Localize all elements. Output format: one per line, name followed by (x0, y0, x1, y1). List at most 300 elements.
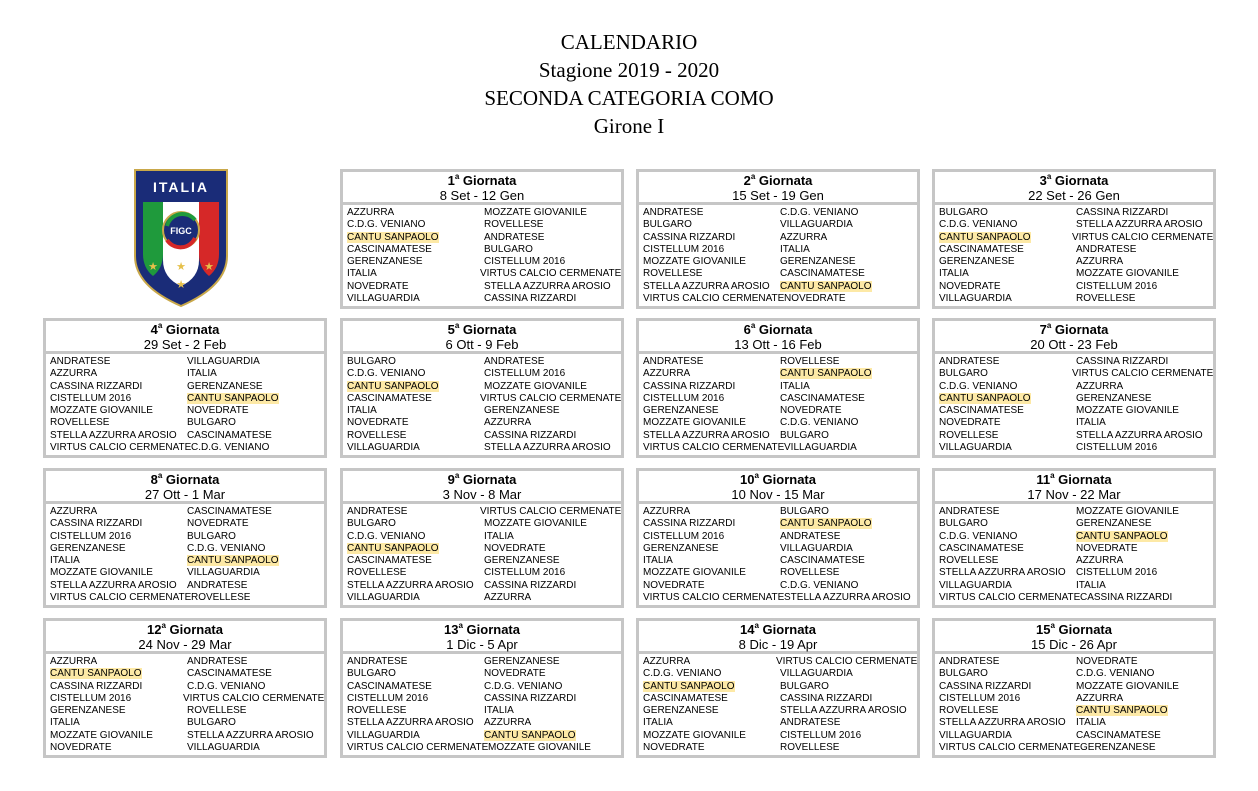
home-team: VILLAGUARDIA (347, 592, 420, 604)
away-team: GERENZANESE (1076, 392, 1152, 404)
away-team: C.D.G. VENIANO (1076, 668, 1155, 680)
title-calendario: CALENDARIO (560, 30, 698, 54)
match-row (643, 555, 917, 567)
match-row (939, 268, 1213, 280)
giornata-title (343, 472, 621, 487)
away-team: STELLA AZZURRA AROSIO (780, 705, 907, 717)
match-row (939, 742, 1213, 754)
away-team: MOZZATE GIOVANILE (488, 742, 591, 754)
away-team: ANDRATESE (484, 356, 545, 367)
away-team: STELLA AZZURRA AROSIO (484, 442, 611, 454)
giornata-card (932, 318, 1216, 458)
match-row (347, 705, 621, 717)
home-team: CASCINAMATESE (347, 680, 432, 692)
star-icon: ★ (148, 261, 158, 273)
away-team: ITALIA (780, 380, 810, 392)
giornata-dates: 15 Dic - 26 Apr (1031, 637, 1117, 652)
giornata-label: Giornata (165, 472, 220, 487)
away-team: CASSINA RIZZARDI (1076, 207, 1169, 218)
match-row (643, 207, 917, 219)
home-team: ANDRATESE (347, 656, 408, 667)
home-team: STELLA AZZURRA AROSIO (50, 429, 177, 441)
away-team: STELLA AZZURRA AROSIO (1076, 219, 1203, 231)
match-row (643, 567, 917, 579)
home-team: CISTELLUM 2016 (50, 392, 132, 404)
home-team: CANTU SANPAOLO (50, 668, 142, 680)
home-team: NOVEDRATE (939, 280, 1001, 292)
giornata-card (636, 169, 920, 309)
giornata-ordinal: a (1050, 471, 1055, 480)
home-team: CANTU SANPAOLO (347, 231, 439, 243)
away-team: VIRTUS CALCIO CERMENATE (776, 656, 918, 667)
match-row (347, 592, 621, 604)
giornata-card (340, 618, 624, 758)
home-team: ITALIA (347, 268, 377, 280)
away-team: ROVELLESE (780, 356, 840, 367)
home-team: CASSINA RIZZARDI (643, 518, 736, 530)
away-team: VILLAGUARDIA (187, 742, 260, 754)
match-row (347, 393, 621, 405)
match-row (643, 506, 917, 518)
match-row (347, 555, 621, 567)
home-team: AZZURRA (50, 656, 98, 667)
match-row (50, 656, 324, 668)
match-row (643, 405, 917, 417)
away-team: C.D.G. VENIANO (780, 417, 859, 429)
away-team: CASSINA RIZZARDI (484, 293, 577, 305)
away-team: CANTU SANPAOLO (780, 368, 872, 380)
giornata-header (46, 621, 324, 654)
match-row (939, 368, 1213, 380)
home-team: VIRTUS CALCIO CERMENATE (939, 592, 1081, 604)
home-team: VILLAGUARDIA (939, 442, 1012, 454)
home-team: BULGARO (939, 668, 988, 680)
away-team: GERENZANESE (1080, 742, 1156, 754)
away-team: VILLAGUARDIA (187, 567, 260, 579)
match-row (643, 281, 917, 293)
giornata-card (636, 318, 920, 458)
away-team: BULGARO (780, 680, 829, 692)
giornata-ordinal: a (1046, 172, 1052, 181)
match-row (50, 730, 324, 742)
home-team: NOVEDRATE (347, 417, 409, 429)
away-team: NOVEDRATE (484, 542, 546, 554)
match-row (347, 668, 621, 680)
match-list (935, 504, 1213, 604)
giornata-card (932, 169, 1216, 309)
match-row (347, 506, 621, 518)
home-team: CASCINAMATESE (347, 243, 432, 255)
giornata-header (46, 321, 324, 354)
match-row (939, 232, 1213, 244)
match-row (50, 393, 324, 405)
match-row (643, 293, 917, 305)
match-row (939, 405, 1213, 417)
home-team: CASCINAMATESE (939, 243, 1024, 255)
match-row (347, 518, 621, 530)
giornata-title (639, 173, 917, 188)
match-row (347, 219, 621, 231)
match-row (50, 580, 324, 592)
away-team: CISTELLUM 2016 (1076, 567, 1158, 579)
home-team: C.D.G. VENIANO (939, 530, 1018, 542)
home-team: GERENZANESE (939, 256, 1015, 268)
match-row (50, 668, 324, 680)
giornata-dates: 15 Set - 19 Gen (732, 188, 824, 203)
giornata-header (343, 172, 621, 205)
away-team: ANDRATESE (780, 717, 841, 729)
match-row (643, 232, 917, 244)
match-row (643, 356, 917, 368)
match-row (939, 381, 1213, 393)
away-team: ROVELLESE (191, 592, 251, 604)
home-team: MOZZATE GIOVANILE (643, 567, 746, 579)
match-row (643, 656, 917, 668)
home-team: C.D.G. VENIANO (939, 219, 1018, 231)
away-team: MOZZATE GIOVANILE (1076, 680, 1179, 692)
away-team: GERENZANESE (780, 256, 856, 268)
giornata-card (636, 468, 920, 608)
giornata-label: Giornata (462, 472, 517, 487)
giornata-card (932, 618, 1216, 758)
match-row (939, 417, 1213, 429)
giornata-dates: 6 Ott - 9 Feb (445, 337, 519, 352)
match-row (939, 592, 1213, 604)
away-team: BULGARO (187, 417, 236, 429)
home-team: ROVELLESE (643, 268, 703, 280)
away-team: VIRTUS CALCIO CERMENATE (480, 268, 622, 280)
away-team: ROVELLESE (780, 567, 840, 579)
home-team: BULGARO (347, 356, 396, 367)
home-team: VILLAGUARDIA (939, 293, 1012, 305)
giornata-card (43, 468, 327, 608)
giornata-label: Giornata (462, 173, 517, 188)
home-team: NOVEDRATE (347, 280, 409, 292)
match-row (347, 531, 621, 543)
match-list (46, 654, 324, 754)
home-team: MOZZATE GIOVANILE (50, 567, 153, 579)
away-team: NOVEDRATE (780, 405, 842, 417)
home-team: CISTELLUM 2016 (50, 530, 132, 542)
giornata-number: 13 (443, 622, 459, 637)
match-row (643, 430, 917, 442)
figc-shield-logo (133, 168, 229, 308)
away-team: VILLAGUARDIA (780, 219, 853, 231)
home-team: CASSINA RIZZARDI (50, 380, 143, 392)
giornata-number: 4 (150, 322, 158, 337)
giornata-ordinal: a (750, 321, 756, 330)
away-team: CANTU SANPAOLO (780, 518, 872, 530)
match-row (347, 580, 621, 592)
away-team: NOVEDRATE (1076, 656, 1138, 667)
away-team: VIRTUS CALCIO CERMENATE (183, 692, 325, 704)
away-team: CASSINA RIZZARDI (484, 579, 577, 591)
home-team: GERENZANESE (50, 542, 126, 554)
match-row (50, 681, 324, 693)
away-team: CASCINAMATESE (187, 429, 272, 441)
away-team: ITALIA (484, 705, 514, 717)
match-row (50, 742, 324, 754)
match-row (939, 506, 1213, 518)
match-row (939, 393, 1213, 405)
match-row (939, 518, 1213, 530)
home-team: CASCINAMATESE (939, 405, 1024, 417)
giornata-number: 9 (447, 472, 455, 487)
giornata-dates: 3 Nov - 8 Mar (442, 487, 522, 502)
match-row (347, 442, 621, 454)
match-row (50, 531, 324, 543)
away-team: AZZURRA (1076, 692, 1124, 704)
star-icon: ★ (204, 261, 214, 273)
home-team: ITALIA (50, 717, 80, 729)
match-row (50, 442, 324, 454)
home-team: VILLAGUARDIA (939, 729, 1012, 741)
home-team: BULGARO (939, 368, 988, 380)
giornata-ordinal: a (454, 471, 460, 480)
away-team: CASSINA RIZZARDI (780, 692, 873, 704)
match-row (643, 393, 917, 405)
away-team: ANDRATESE (187, 579, 248, 591)
giornata-title (343, 173, 621, 188)
home-team: MOZZATE GIOVANILE (50, 729, 153, 741)
match-row (939, 281, 1213, 293)
away-team: CASCINAMATESE (187, 668, 272, 680)
match-row (643, 442, 917, 454)
giornata-number: 8 (150, 472, 158, 487)
away-team: MOZZATE GIOVANILE (484, 380, 587, 392)
giornata-card (340, 318, 624, 458)
away-team: C.D.G. VENIANO (187, 542, 266, 554)
away-team: BULGARO (484, 243, 533, 255)
match-row (643, 268, 917, 280)
away-team: VIRTUS CALCIO CERMENATE (1072, 368, 1214, 380)
away-team: VILLAGUARDIA (780, 542, 853, 554)
away-team: CANTU SANPAOLO (187, 392, 279, 404)
away-team: BULGARO (187, 717, 236, 729)
match-row (643, 668, 917, 680)
match-row (643, 219, 917, 231)
giornata-ordinal: a (754, 471, 759, 480)
away-team: AZZURRA (484, 717, 532, 729)
home-team: ANDRATESE (939, 656, 1000, 667)
match-list (343, 205, 621, 305)
away-team: C.D.G. VENIANO (484, 680, 563, 692)
home-team: NOVEDRATE (50, 742, 112, 754)
away-team: CASSINA RIZZARDI (1080, 592, 1173, 604)
home-team: STELLA AZZURRA AROSIO (347, 717, 474, 729)
giornata-title (935, 472, 1213, 487)
giornata-title (46, 472, 324, 487)
home-team: CASSINA RIZZARDI (50, 680, 143, 692)
match-row (939, 531, 1213, 543)
home-team: MOZZATE GIOVANILE (643, 417, 746, 429)
away-team: AZZURRA (1076, 380, 1124, 392)
giornata-title (935, 173, 1213, 188)
away-team: ITALIA (484, 530, 514, 542)
away-team: ITALIA (1076, 417, 1106, 429)
away-team: MOZZATE GIOVANILE (1076, 268, 1179, 280)
giornata-dates: 8 Set - 12 Gen (439, 188, 525, 203)
home-team: ROVELLESE (50, 417, 110, 429)
home-team: ITALIA (939, 268, 969, 280)
away-team: ITALIA (1076, 579, 1106, 591)
giornata-number: 12 (146, 622, 162, 637)
match-row (939, 244, 1213, 256)
home-team: BULGARO (939, 207, 988, 218)
giornata-card (43, 318, 327, 458)
match-row (939, 693, 1213, 705)
home-team: BULGARO (939, 518, 988, 530)
giornata-dates: 10 Nov - 15 Mar (731, 487, 825, 502)
home-team: ANDRATESE (939, 506, 1000, 517)
home-team: STELLA AZZURRA AROSIO (347, 579, 474, 591)
match-row (643, 518, 917, 530)
match-row (939, 543, 1213, 555)
home-team: AZZURRA (643, 656, 691, 667)
home-team: CASSINA RIZZARDI (939, 680, 1032, 692)
home-team: CANTU SANPAOLO (939, 392, 1031, 404)
giornata-label: Giornata (165, 322, 220, 337)
home-team: VILLAGUARDIA (347, 442, 420, 454)
away-team: AZZURRA (1076, 256, 1124, 268)
match-list (343, 504, 621, 604)
giornata-ordinal: a (458, 621, 463, 630)
match-row (347, 293, 621, 305)
giornata-dates: 24 Nov - 29 Mar (138, 637, 232, 652)
away-team: VILLAGUARDIA (780, 668, 853, 680)
home-team: CASCINAMATESE (347, 392, 432, 404)
home-team: VIRTUS CALCIO CERMENATE (643, 293, 785, 305)
match-row (643, 543, 917, 555)
home-team: STELLA AZZURRA AROSIO (643, 429, 770, 441)
away-team: GERENZANESE (484, 405, 560, 417)
home-team: AZZURRA (643, 368, 691, 380)
home-team: ANDRATESE (347, 506, 408, 517)
giornata-ordinal: a (1050, 621, 1055, 630)
match-row (50, 543, 324, 555)
giornata-header (935, 172, 1213, 205)
home-team: ITALIA (643, 555, 673, 567)
match-list (46, 354, 324, 454)
home-team: STELLA AZZURRA AROSIO (50, 579, 177, 591)
home-team: STELLA AZZURRA AROSIO (939, 717, 1066, 729)
giornata-card (340, 468, 624, 608)
home-team: VILLAGUARDIA (347, 729, 420, 741)
home-team: BULGARO (347, 668, 396, 680)
home-team: CANTU SANPAOLO (643, 680, 735, 692)
giornata-ordinal: a (157, 321, 163, 330)
away-team: C.D.G. VENIANO (780, 207, 859, 218)
giornata-label: Giornata (1058, 622, 1112, 637)
away-team: MOZZATE GIOVANILE (1076, 506, 1179, 517)
giornata-header (935, 621, 1213, 654)
match-row (50, 417, 324, 429)
giornata-label: Giornata (758, 173, 813, 188)
match-row (643, 681, 917, 693)
match-row (643, 693, 917, 705)
match-row (939, 430, 1213, 442)
giornata-title (639, 622, 917, 637)
home-team: MOZZATE GIOVANILE (50, 405, 153, 417)
home-team: ROVELLESE (347, 429, 407, 441)
match-row (939, 580, 1213, 592)
away-team: AZZURRA (484, 417, 532, 429)
giornata-label: Giornata (1054, 173, 1109, 188)
giornata-number: 5 (447, 322, 455, 337)
home-team: CISTELLUM 2016 (643, 530, 725, 542)
away-team: MOZZATE GIOVANILE (484, 518, 587, 530)
match-row (939, 356, 1213, 368)
away-team: STELLA AZZURRA AROSIO (187, 729, 314, 741)
giornata-header (639, 172, 917, 205)
home-team: ROVELLESE (347, 705, 407, 717)
giornata-ordinal: a (454, 321, 460, 330)
away-team: BULGARO (187, 530, 236, 542)
giornata-title (343, 622, 621, 637)
away-team: NOVEDRATE (1076, 542, 1138, 554)
match-list (46, 504, 324, 604)
giornata-label: Giornata (466, 622, 520, 637)
match-row (50, 356, 324, 368)
home-team: CANTU SANPAOLO (939, 231, 1031, 243)
away-team: NOVEDRATE (484, 668, 546, 680)
away-team: GERENZANESE (187, 380, 263, 392)
match-row (347, 256, 621, 268)
giornata-number: 7 (1039, 322, 1047, 337)
giornata-label: Giornata (762, 472, 816, 487)
star-icon: ★ (176, 279, 186, 291)
giornata-number: 1 (447, 173, 455, 188)
giornata-number: 6 (743, 322, 751, 337)
home-team: AZZURRA (50, 506, 98, 517)
home-team: NOVEDRATE (643, 742, 705, 754)
match-row (939, 730, 1213, 742)
home-team: CISTELLUM 2016 (939, 692, 1021, 704)
away-team: CASCINAMATESE (187, 506, 272, 517)
match-row (50, 705, 324, 717)
home-team: CASSINA RIZZARDI (643, 231, 736, 243)
match-row (347, 693, 621, 705)
home-team: GERENZANESE (50, 705, 126, 717)
away-team: NOVEDRATE (784, 293, 846, 305)
away-team: CISTELLUM 2016 (484, 368, 566, 380)
home-team: CISTELLUM 2016 (643, 392, 725, 404)
home-team: CISTELLUM 2016 (50, 692, 132, 704)
title-girone: Girone I (593, 114, 665, 138)
home-team: VIRTUS CALCIO CERMENATE (50, 592, 192, 604)
match-list (639, 205, 917, 305)
away-team: C.D.G. VENIANO (191, 442, 270, 454)
giornata-header (935, 471, 1213, 504)
match-row (347, 717, 621, 729)
match-row (50, 717, 324, 729)
match-row (347, 656, 621, 668)
giornata-title (639, 472, 917, 487)
match-row (939, 681, 1213, 693)
away-team: STELLA AZZURRA AROSIO (784, 592, 911, 604)
match-row (939, 256, 1213, 268)
match-row (643, 717, 917, 729)
match-row (643, 592, 917, 604)
home-team: CASCINAMATESE (347, 555, 432, 567)
match-row (50, 430, 324, 442)
match-row (939, 293, 1213, 305)
match-row (347, 281, 621, 293)
giornata-title (935, 322, 1213, 337)
home-team: BULGARO (643, 219, 692, 231)
away-team: BULGARO (780, 429, 829, 441)
giornata-dates: 17 Nov - 22 Mar (1027, 487, 1121, 502)
